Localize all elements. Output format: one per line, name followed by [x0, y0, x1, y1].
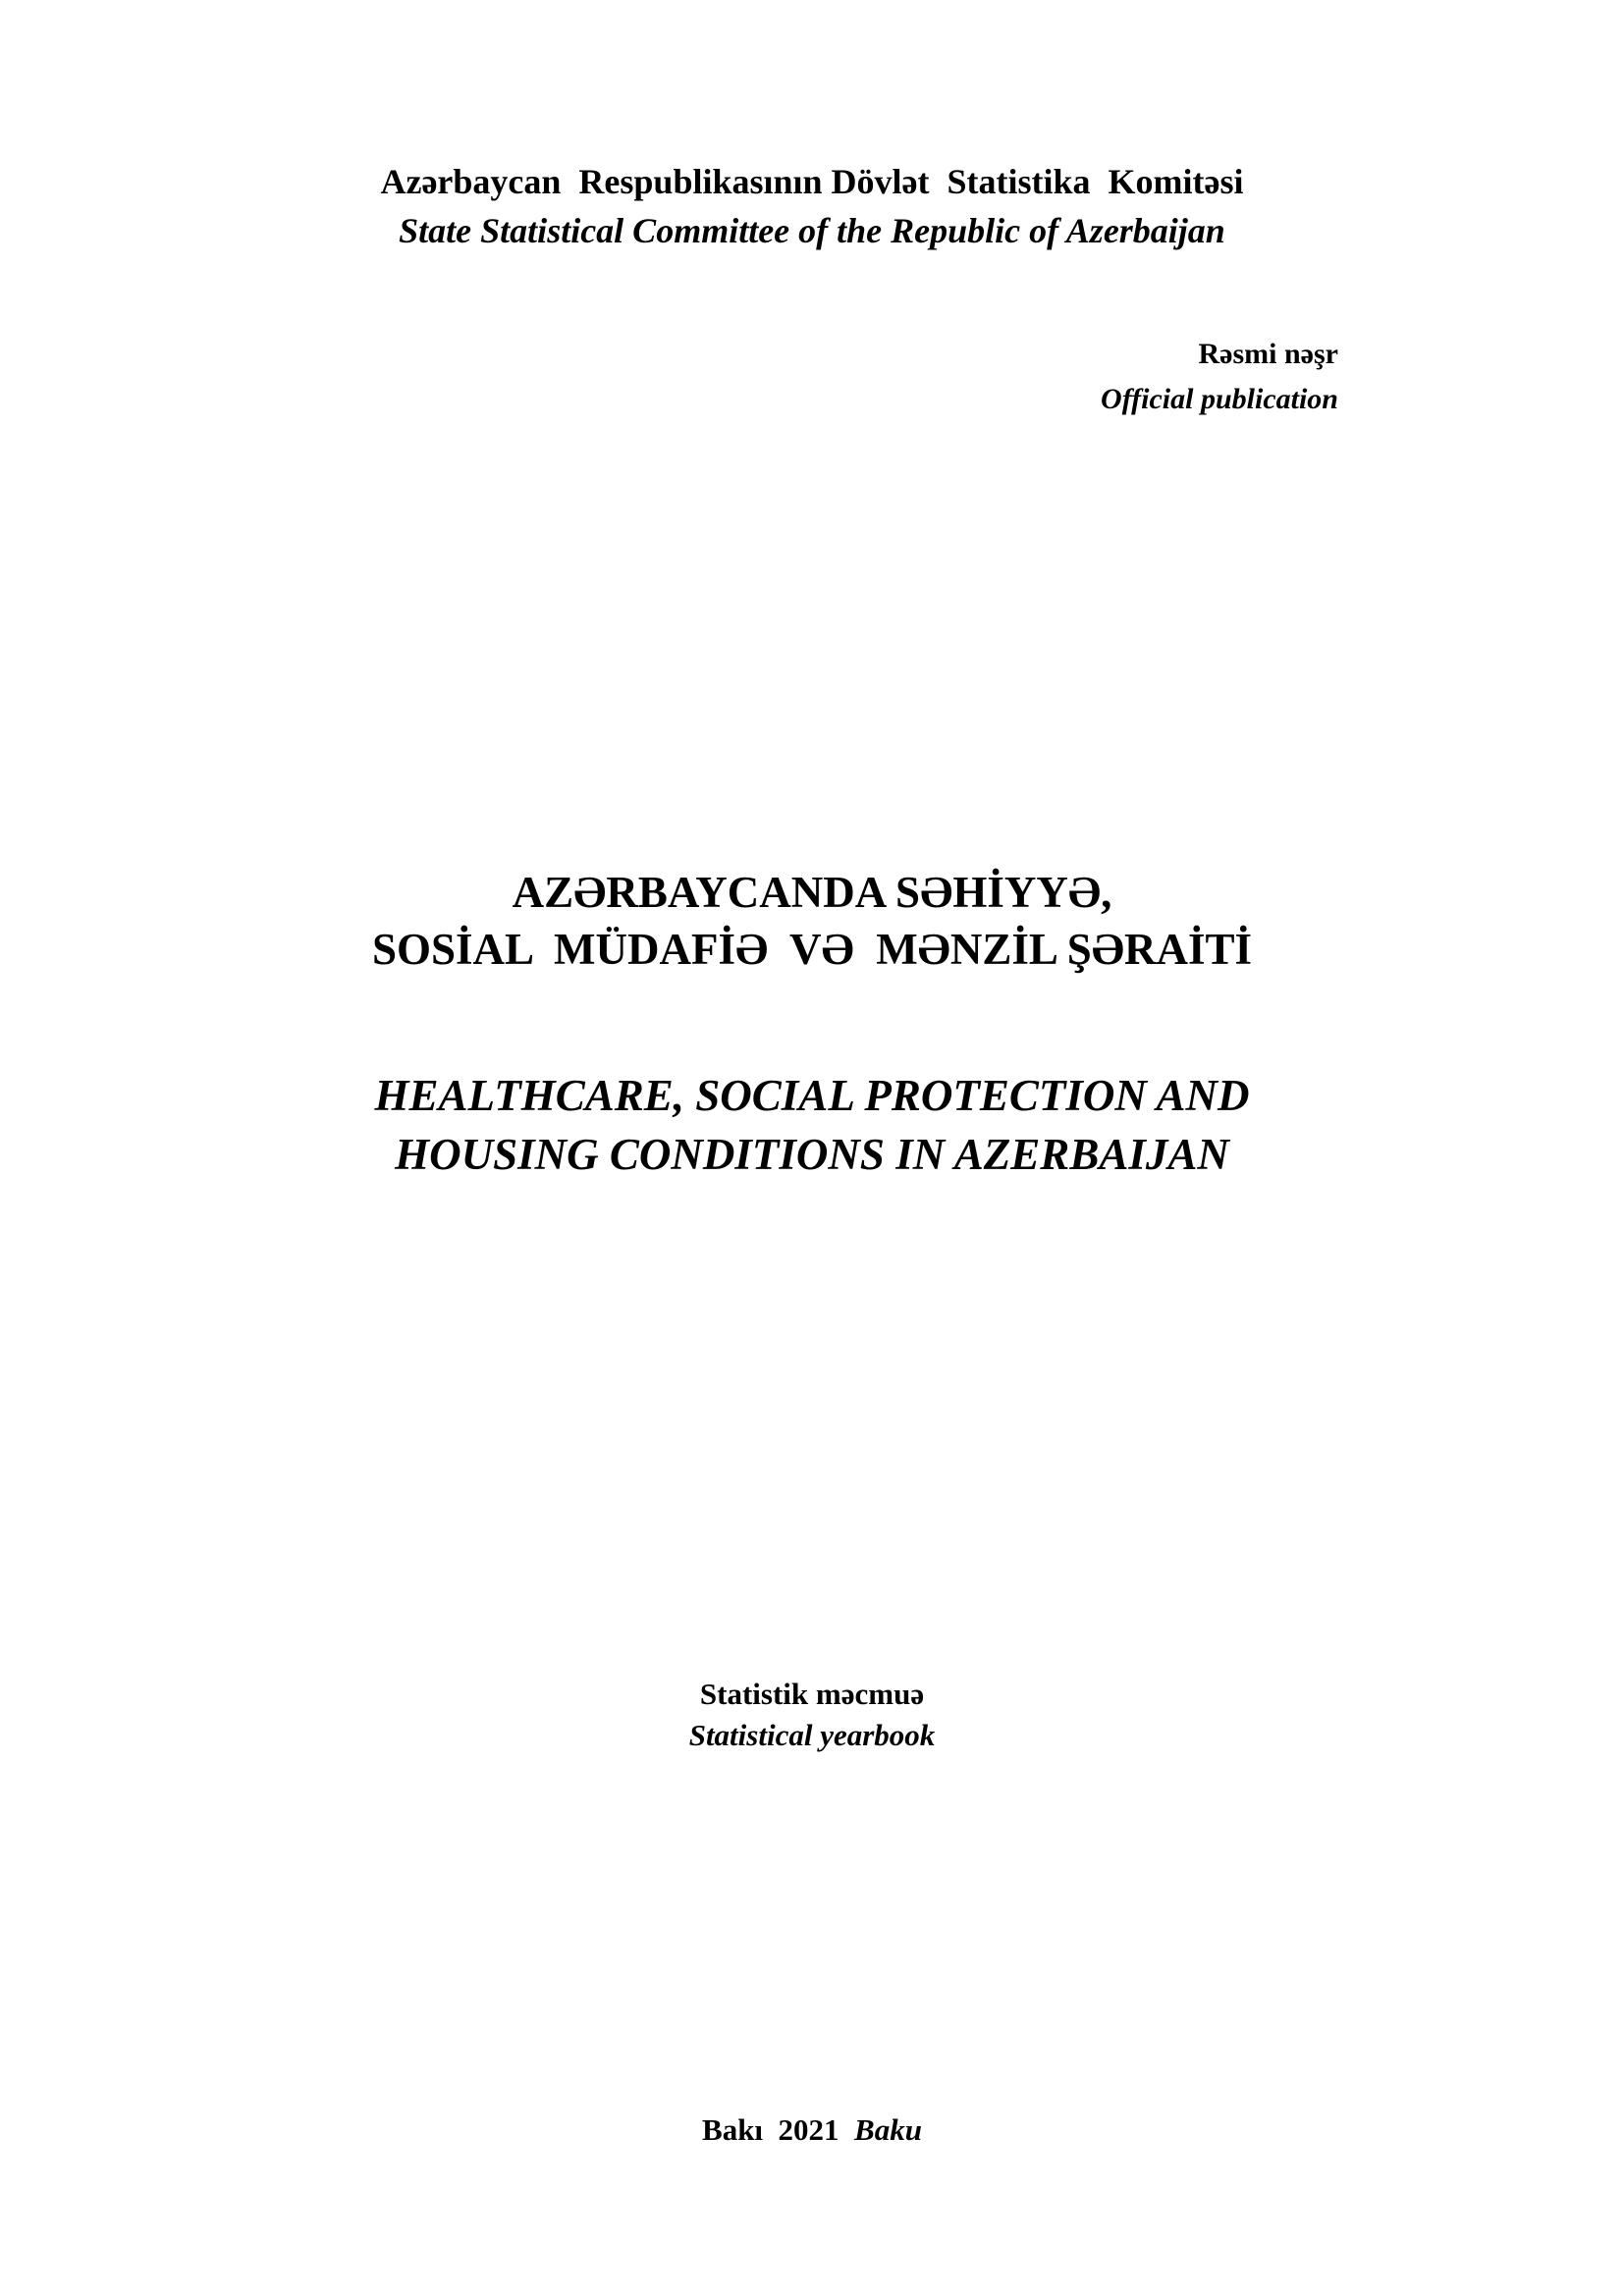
title-english	[0, 1066, 1624, 1184]
publisher-name-en: State Statistical Committee of the Republic of Azerbaijan	[399, 211, 1225, 250]
publisher-name-az: Azərbaycan Respublikasının Dövlət Statistika Komitəsi	[380, 162, 1244, 201]
official-publication-label	[0, 332, 1338, 422]
imprint-city-az: Bakı	[702, 2112, 764, 2147]
official-publication-az: Rəsmi nəşr	[1198, 338, 1338, 370]
publication-type	[0, 1674, 1624, 1756]
imprint	[0, 2110, 1624, 2150]
title-en-line-2: HOUSING CONDITIONS IN AZERBAIJAN	[395, 1130, 1229, 1179]
title-azerbaijani	[0, 864, 1624, 978]
publication-type-en: Statistical yearbook	[688, 1718, 936, 1752]
imprint-city-en: Baku	[854, 2112, 922, 2147]
title-en-line-1: HEALTHCARE, SOCIAL PROTECTION AND	[374, 1071, 1250, 1120]
title-az-line-1: AZƏRBAYCANDA SƏHİYYƏ,	[512, 868, 1112, 917]
publication-type-az: Statistik məcmuə	[699, 1677, 925, 1711]
title-az-line-2: SOSİAL MÜDAFİƏ VƏ MƏNZİL ŞƏRAİTİ	[371, 925, 1253, 974]
official-publication-en: Official publication	[1101, 383, 1338, 415]
publisher-header	[0, 157, 1624, 255]
imprint-year: 2021	[778, 2112, 839, 2147]
